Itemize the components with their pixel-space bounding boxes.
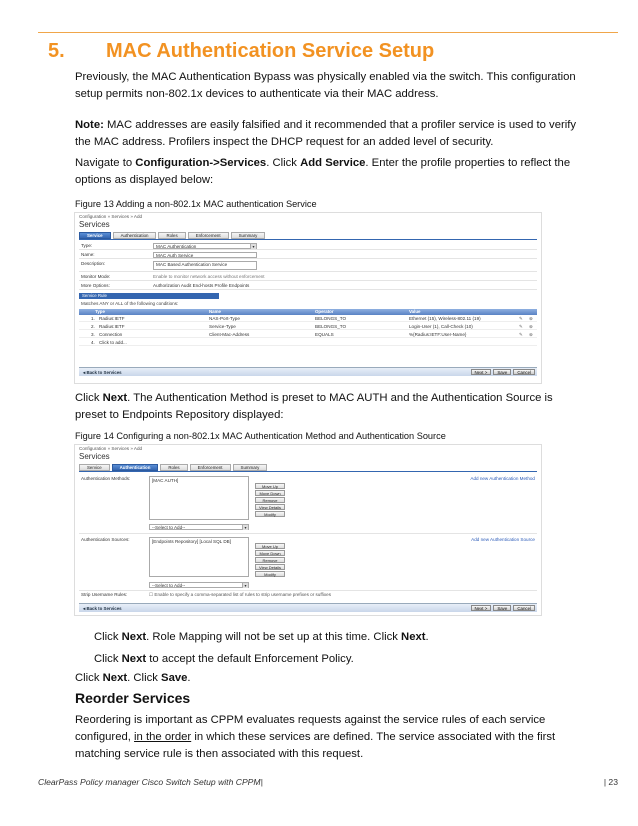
button-group	[471, 369, 536, 375]
t3: . Click	[127, 672, 162, 684]
col-type: Type	[95, 309, 105, 314]
col-name: Name	[209, 309, 221, 314]
figure13-screenshot	[74, 212, 542, 384]
t2: Next	[102, 392, 128, 404]
note-label: Note:	[75, 119, 104, 131]
row-type: Radius:IETF	[99, 324, 125, 329]
t2: Next	[121, 653, 147, 665]
edit-icon[interactable]: ✎	[519, 316, 523, 321]
field-type	[79, 242, 537, 250]
paragraph-click-next-1	[75, 390, 585, 424]
row-name: Service-Type	[209, 324, 236, 329]
section-title	[48, 40, 434, 63]
t2: in the order	[134, 731, 192, 743]
strip-username-label: Strip Username Rules:	[81, 592, 128, 597]
t1: Click	[75, 392, 103, 404]
top-rule	[38, 32, 618, 33]
row-value: Login-User (1), Call-Check (10)	[409, 324, 473, 329]
modify-button[interactable]: Modify	[255, 511, 285, 517]
match-conditions[interactable]: Matches ANY or ALL of the following conditions:	[81, 301, 179, 306]
move-down-button[interactable]: Move Down	[255, 490, 285, 496]
add-auth-method-link[interactable]: Add new Authentication Method	[470, 476, 535, 481]
remove-button[interactable]: Remove	[255, 497, 285, 503]
t5: .	[187, 672, 191, 684]
name-input[interactable]: MAC Auth Service	[153, 252, 257, 258]
paragraph-intro: Previously, the MAC Authentication Bypass was physically enabled via the switch. This configuration setup permits non-802.1x devices to authenticate via their MAC address.	[75, 71, 576, 100]
figure13-caption: Figure 13 Adding a non-802.1x MAC authentication Service	[75, 199, 317, 209]
table-row[interactable]	[79, 323, 537, 330]
paragraph-enforcement	[94, 651, 584, 668]
move-up-button[interactable]: Move Up	[255, 483, 285, 489]
more-options-checkboxes[interactable]: Authorization Audit End-hosts Profile Endpoints	[153, 283, 250, 288]
next-button[interactable]: Next >	[471, 605, 492, 611]
field-description	[79, 260, 537, 272]
nav-t2: Configuration->Services	[135, 157, 267, 169]
field-label: Type:	[81, 243, 93, 248]
save-button[interactable]: Save	[493, 605, 511, 611]
nav-t3: . Click	[266, 157, 301, 169]
t3: . Role Mapping will not be set up at this time. Click	[146, 631, 402, 643]
back-label: Back to Services	[86, 606, 122, 611]
tab-service[interactable]: Service	[79, 464, 110, 471]
tab-underline	[79, 239, 537, 240]
move-up-button[interactable]: Move Up	[255, 543, 285, 549]
auth-sources-label: Authentication Sources:	[81, 537, 130, 542]
paragraph-reorder	[75, 712, 585, 763]
row-name: Client-Mac-Address	[209, 332, 250, 337]
footer-title: ClearPass Policy manager Cisco Switch Setup with CPPM|	[38, 777, 263, 787]
divider	[79, 590, 537, 591]
page-number: | 23	[603, 777, 618, 787]
tab-service[interactable]: Service	[79, 232, 111, 239]
figure14-screenshot	[74, 444, 542, 616]
action-bar	[79, 367, 537, 376]
row-operator: EQUALS	[315, 332, 334, 337]
chevron-down-icon: ▾	[242, 525, 248, 530]
delete-icon[interactable]: ⊗	[529, 324, 533, 329]
paragraph-note	[75, 117, 585, 151]
auth-source-select[interactable]	[149, 582, 249, 588]
t4: Next	[401, 631, 426, 643]
auth-method-select[interactable]	[149, 524, 249, 530]
nav-t1: Navigate to	[75, 157, 136, 169]
auth-methods-list[interactable]	[149, 476, 249, 520]
figure14-caption: Figure 14 Configuring a non-802.1x MAC Authentication Method and Authentication Source	[75, 431, 446, 441]
tab-enforcement[interactable]: Enforcement	[188, 232, 229, 239]
col-operator: Operator	[315, 309, 334, 314]
row-number: 1.	[91, 316, 95, 321]
back-label: Back to Services	[86, 370, 122, 375]
table-row[interactable]	[79, 315, 537, 322]
t1: Click	[94, 631, 122, 643]
tab-bar	[79, 232, 265, 239]
tab-bar	[79, 464, 267, 471]
chevron-down-icon: ▾	[242, 583, 248, 588]
row-operator: BELONGS_TO	[315, 324, 347, 329]
section-title-text: MAC Authentication Service Setup	[106, 40, 435, 62]
tab-roles[interactable]: Roles	[160, 464, 187, 471]
delete-icon[interactable]: ⊗	[529, 332, 533, 337]
back-to-services-link[interactable]: ◂ Back to Services	[83, 370, 122, 375]
next-button[interactable]: Next >	[471, 369, 492, 375]
t5: .	[425, 631, 429, 643]
divider	[79, 533, 537, 534]
chevron-down-icon: ▾	[250, 244, 256, 249]
field-label: Description:	[81, 261, 106, 266]
monitor-checkbox-label[interactable]: Enable to monitor network access without enforcement	[153, 274, 265, 279]
auth-methods-value: [MAC AUTH]	[152, 478, 179, 483]
field-name	[79, 251, 537, 259]
strip-username-text: Enable to specify a comma-separated list of rules to strip username prefixes or suffixes	[154, 592, 332, 597]
t3: in which these services are defined. The service associated with the first matching service rule is then associated with this request.	[75, 731, 556, 760]
nav-t4: Add Service	[300, 157, 366, 169]
select-placeholder: --Select to Add--	[152, 583, 186, 588]
view-details-button[interactable]: View Details	[255, 564, 285, 570]
t2: Next	[102, 672, 128, 684]
paragraph-navigate	[75, 155, 585, 189]
paragraph-role-mapping	[94, 629, 584, 646]
t3: to accept the default Enforcement Policy.	[146, 653, 354, 665]
action-bar	[79, 603, 537, 612]
row-value: Ethernet (15), Wireless-802.11 (19)	[409, 316, 481, 321]
cancel-button[interactable]: Cancel	[513, 369, 535, 375]
table-row[interactable]	[79, 331, 537, 338]
t1: Click	[94, 653, 122, 665]
row-number: 4.	[91, 340, 95, 345]
tab-summary[interactable]: Summary	[233, 464, 268, 471]
nav-t5: . Enter the profile properties to reflect the options as displayed below:	[75, 157, 571, 186]
edit-icon[interactable]: ✎	[519, 332, 523, 337]
type-select[interactable]	[153, 243, 257, 249]
auth-sources-list[interactable]	[149, 537, 249, 577]
auth-methods-buttons	[255, 483, 285, 517]
auth-sources-buttons	[255, 543, 285, 577]
auth-methods-label: Authentication Methods:	[81, 476, 131, 481]
page-title: Services	[79, 220, 110, 229]
field-label: Monitor Mode:	[81, 274, 111, 279]
tab-enforcement[interactable]: Enforcement	[190, 464, 231, 471]
field-label: Name:	[81, 252, 95, 257]
t2: Next	[121, 631, 147, 643]
auth-sources-value: [Endpoints Repository] [Local SQL DB]	[152, 539, 231, 544]
row-type: Radius:IETF	[99, 316, 125, 321]
col-value: Value	[409, 309, 421, 314]
note-text: MAC addresses are easily falsified and it recommended that a profiler service is used to verify the MAC address. Profilers inspect the DHCP request for an added level of security.	[75, 119, 577, 148]
row-name: NAS-Port-Type	[209, 316, 240, 321]
modify-button[interactable]: Modify	[255, 571, 285, 577]
row-operator: BELONGS_TO	[315, 316, 347, 321]
type-value: MAC Authentication	[156, 244, 197, 249]
field-more-options	[79, 282, 537, 290]
paragraph-save	[75, 670, 585, 687]
row-value: %{Radius:IETF:User-Name}	[409, 332, 467, 337]
tab-authentication[interactable]: Authentication	[113, 232, 157, 239]
select-placeholder: --Select to Add--	[152, 525, 186, 530]
table-row-add[interactable]	[79, 339, 537, 346]
page-title: Services	[79, 452, 110, 461]
button-group	[471, 605, 536, 611]
t1: Click	[75, 672, 103, 684]
edit-icon[interactable]: ✎	[519, 324, 523, 329]
page-footer	[38, 777, 618, 787]
breadcrumb: Configuration » Services » Add	[79, 446, 143, 451]
tab-roles[interactable]: Roles	[158, 232, 185, 239]
service-rule-bar: Service Rule	[79, 293, 219, 299]
heading-reorder-services: Reorder Services	[75, 690, 191, 706]
field-monitor	[79, 273, 537, 281]
click-to-add-link[interactable]: Click to add...	[99, 340, 127, 345]
row-number: 2.	[91, 324, 95, 329]
remove-button[interactable]: Remove	[255, 557, 285, 563]
strip-username-checkbox[interactable]: ☐ Enable to specify a comma-separated list of rules to strip username prefixes or suffixes	[149, 592, 332, 597]
field-label: More Options:	[81, 283, 110, 288]
save-button[interactable]: Save	[493, 369, 511, 375]
breadcrumb: Configuration » Services » Add	[79, 214, 143, 219]
tab-summary[interactable]: Summary	[231, 232, 266, 239]
description-textarea[interactable]: MAC Based Authentication Service	[153, 261, 257, 270]
add-auth-source-link[interactable]: Add new Authentication Source	[471, 537, 535, 542]
row-number: 3.	[91, 332, 95, 337]
cancel-button[interactable]: Cancel	[513, 605, 535, 611]
tab-underline	[79, 471, 537, 472]
tab-authentication[interactable]: Authentication	[112, 464, 159, 471]
view-details-button[interactable]: View Details	[255, 504, 285, 510]
t3: . The Authentication Method is preset to MAC AUTH and the Authentication Source is preset to Endpoints Repository displayed:	[75, 392, 553, 421]
back-to-services-link[interactable]: ◂ Back to Services	[83, 606, 122, 611]
delete-icon[interactable]: ⊗	[529, 316, 533, 321]
t4: Save	[161, 672, 188, 684]
t1: Reordering is important as CPPM evaluates requests against the service rules of each service configured,	[75, 714, 546, 743]
section-number: 5.	[48, 40, 65, 62]
row-type: Connection	[99, 332, 123, 337]
move-down-button[interactable]: Move Down	[255, 550, 285, 556]
